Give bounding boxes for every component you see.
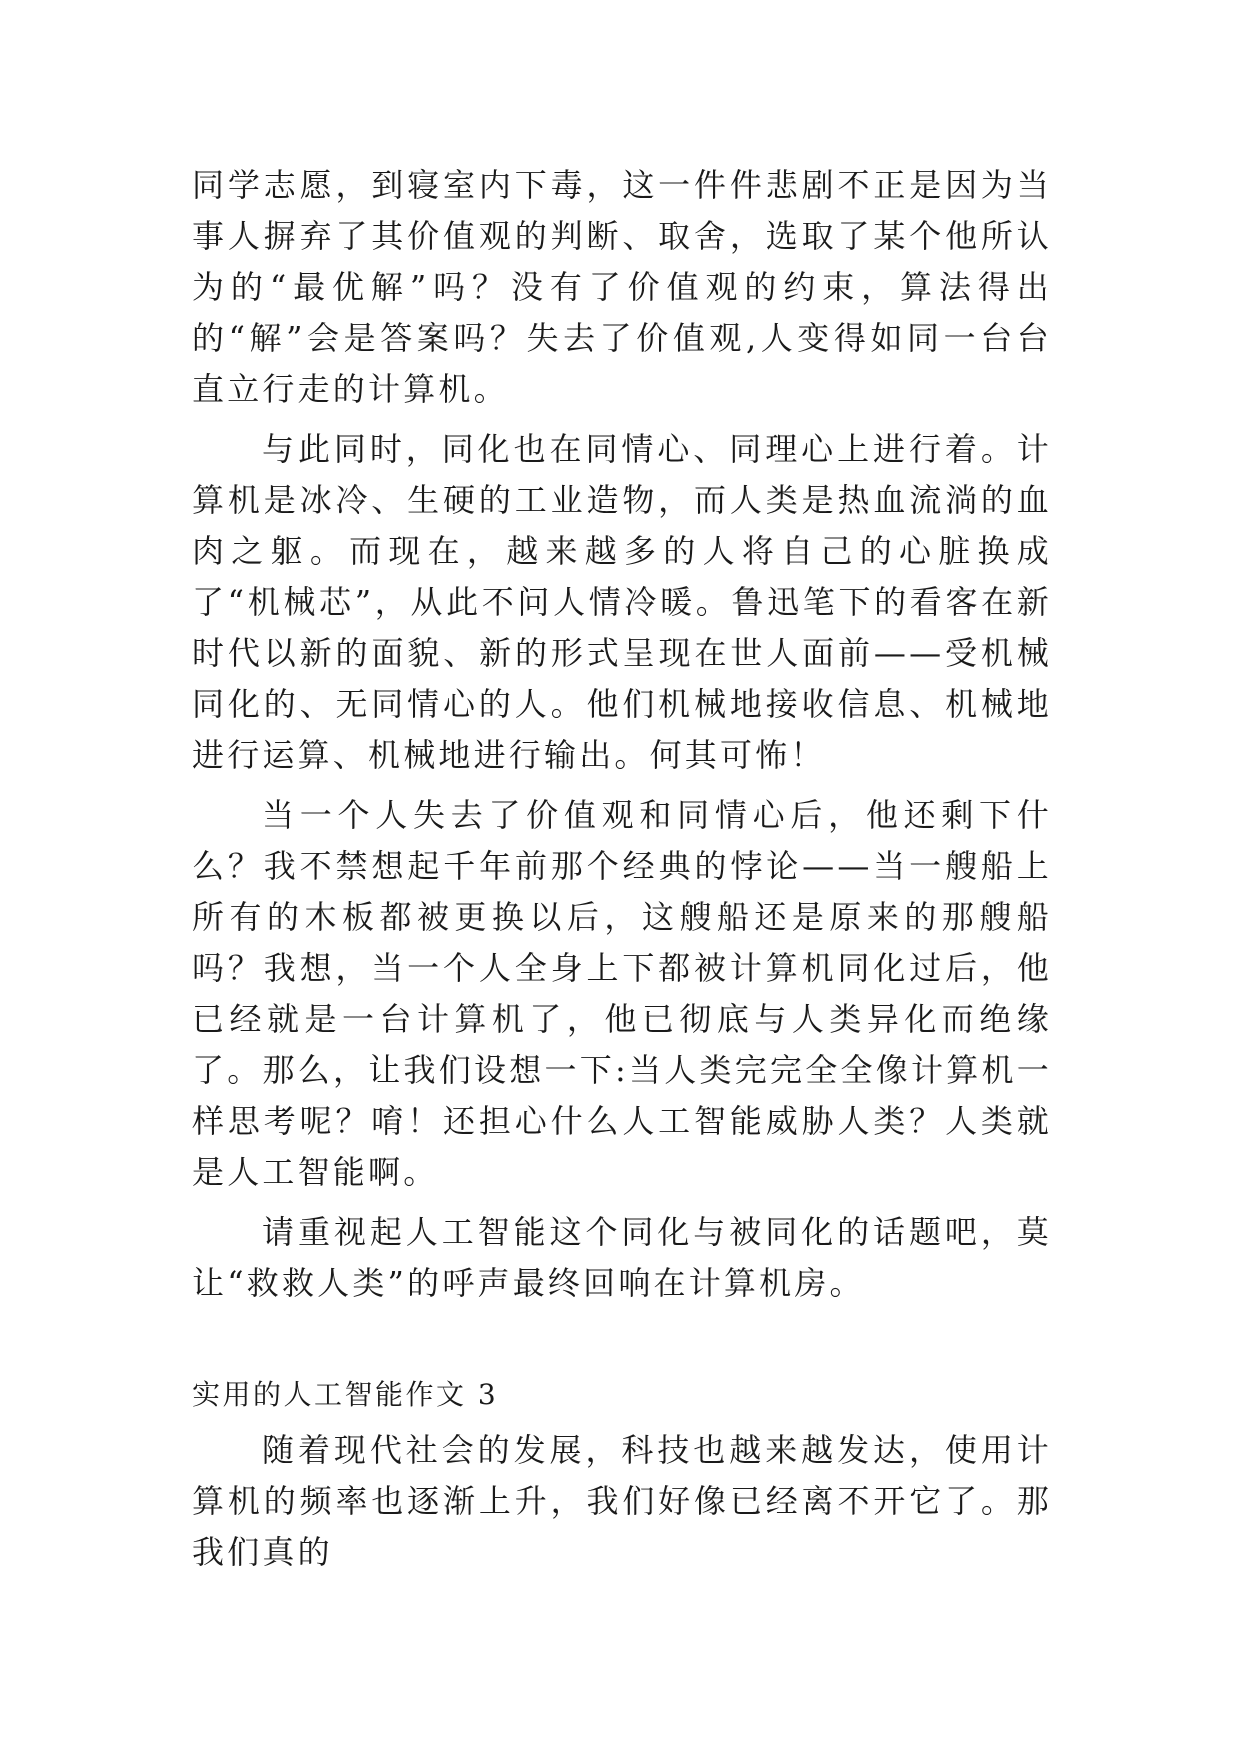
- paragraph-conclusion: 请重视起人工智能这个同化与被同化的话题吧，莫让“救救人类”的呼声最终回响在计算机房。: [192, 1213, 1052, 1302]
- paragraph-continuation: 同学志愿，到寝室内下毒，这一件件悲剧不正是因为当事人摒弃了其价值观的判断、取舍，选取了某个他所认为的“最优解”吗？没有了价值观的约束，算法得出的“解”会是答案吗？失去了价值观,人变得如同一台台直立行走的计算机。: [192, 166, 1052, 408]
- paragraph-ship-paradox: 当一个人失去了价值观和同情心后，他还剩下什么？我不禁想起千年前那个经典的悖论——当一艘船上所有的木板都被更换以后，这艘船还是原来的那艘船吗？我想，当一个人全身上下都被计算机同化过后，他已经就是一台计算机了，他已彻底与人类异化而绝缘了。那么，让我们设想一下:当人类完完全全像计算机一样思考呢？唷！还担心什么人工智能威胁人类？人类就是人工智能啊。: [192, 796, 1052, 1191]
- section-title: 实用的人工智能作文 3: [192, 1378, 499, 1411]
- document-body: [192, 160, 1052, 1587]
- paragraph-section-intro: 随着现代社会的发展，科技也越来越发达，使用计算机的频率也逐渐上升，我们好像已经离不开它了。那我们真的: [192, 1431, 1052, 1571]
- paragraph-assimilation-empathy: 与此同时，同化也在同情心、同理心上进行着。计算机是冰冷、生硬的工业造物，而人类是热血流淌的血肉之躯。而现在，越来越多的人将自己的心脏换成了“机械芯”，从此不问人情冷暖。鲁迅笔下的看客在新时代以新的面貌、新的形式呈现在世人面前——受机械同化的、无同情心的人。他们机械地接收信息、机械地进行运算、机械地进行输出。何其可怖！: [192, 430, 1052, 774]
